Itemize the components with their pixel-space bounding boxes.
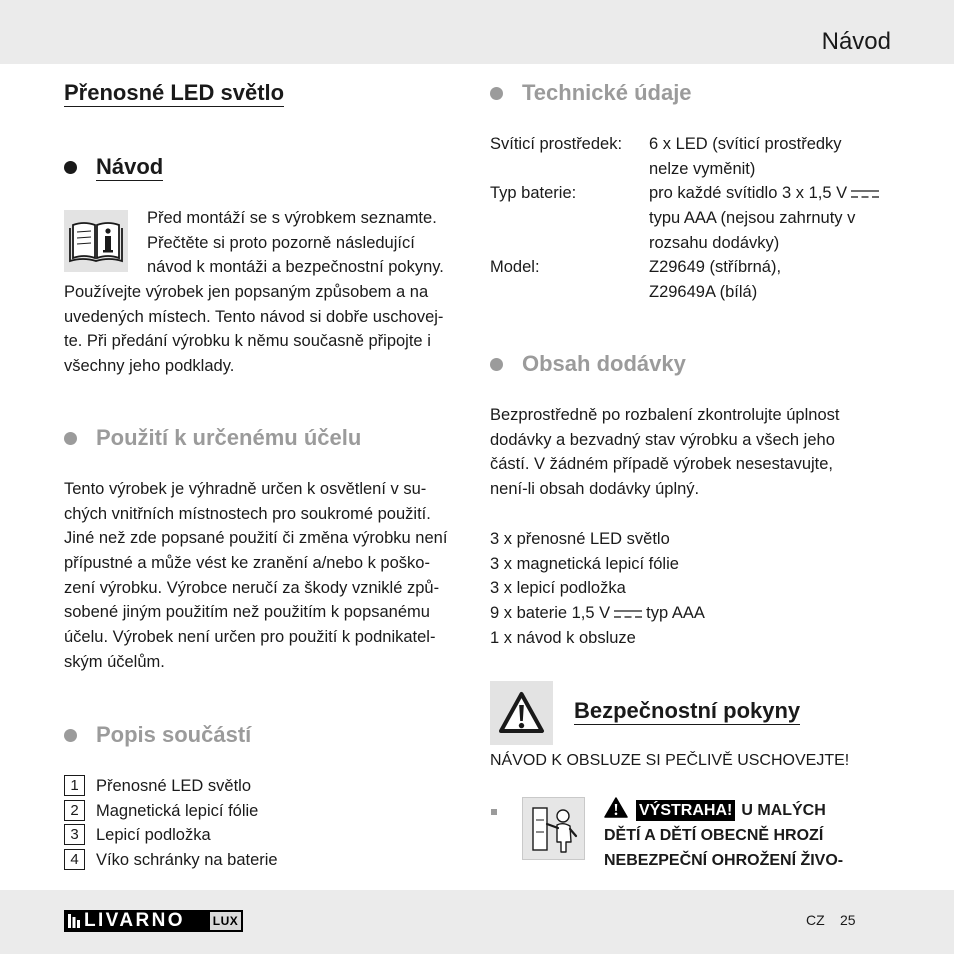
text-line: Z29649A (bílá) xyxy=(649,282,758,301)
table-row xyxy=(490,255,883,304)
text-line: nelze vyměnit) xyxy=(649,159,756,178)
part-number: 4 xyxy=(64,849,85,870)
text-line: typu AAA (nejsou zahrnuty v xyxy=(649,208,856,227)
text-fragment: 9 x baterie 1,5 V xyxy=(490,603,611,622)
page-header-title: Návod xyxy=(821,28,891,55)
section-heading-technical-data: Technické údaje xyxy=(522,80,692,105)
bullet-icon xyxy=(490,358,503,371)
warning-line: NEBEZPEČNÍ OHROŽENÍ ŽIVO- xyxy=(604,852,844,869)
instructions-paragraph xyxy=(64,206,444,379)
delivery-paragraph xyxy=(490,403,839,502)
part-label: Víko schránky na baterie xyxy=(96,850,278,869)
section-heading-intended-use: Použití k určenému účelu xyxy=(96,425,362,450)
bullet-icon xyxy=(64,432,77,445)
text-line: Používejte výrobek jen popsaným způsobem a na xyxy=(64,282,429,301)
spec-value xyxy=(649,181,883,255)
small-warning-icon xyxy=(604,797,628,818)
text-line: Z29649 (stříbrná), xyxy=(649,258,782,277)
text-line: uvedených místech. Tento návod si dobře uschovej- xyxy=(64,307,444,326)
part-number: 1 xyxy=(64,775,85,796)
table-row xyxy=(490,132,883,181)
page-number: 25 xyxy=(840,912,856,928)
spec-label: Model: xyxy=(490,258,540,277)
part-number: 3 xyxy=(64,824,85,845)
text-line: Přečtěte si proto pozorně následující xyxy=(147,233,415,252)
list-item xyxy=(64,848,364,873)
list-item: 3 x lepicí podložka xyxy=(490,579,626,598)
list-item xyxy=(64,799,364,824)
square-bullet-icon xyxy=(491,809,497,815)
warning-line: DĚTÍ A DĚTÍ OBECNĚ HROZÍ xyxy=(604,826,824,844)
text-line: návod k montáži a bezpečnostní pokyny. xyxy=(147,258,444,277)
brand-logo xyxy=(64,910,243,932)
list-item xyxy=(64,823,364,848)
product-title: Přenosné LED světlo xyxy=(64,80,285,105)
technical-data-table xyxy=(490,132,883,305)
brand-logo-main xyxy=(64,910,208,932)
text-line: účelu. Výrobek není určen pro použití k podnikatel- xyxy=(64,627,436,646)
text-line xyxy=(649,181,883,206)
warning-line xyxy=(604,797,843,823)
spec-value xyxy=(649,132,842,181)
spec-label: Svíticí prostředek: xyxy=(490,135,623,153)
section-heading-parts: Popis součástí xyxy=(96,722,252,747)
part-label: Magnetická lepicí fólie xyxy=(96,801,259,820)
child-warning xyxy=(604,797,843,874)
section-heading-instructions: Návod xyxy=(96,154,164,179)
text-line: Před montáží se s výrobkem seznamte. xyxy=(147,209,437,227)
text-fragment: typ AAA xyxy=(646,603,705,622)
language-code: CZ xyxy=(806,912,825,928)
part-label: Lepicí podložka xyxy=(96,826,211,845)
list-item: 3 x přenosné LED světlo xyxy=(490,530,670,548)
warning-triangle-icon xyxy=(490,681,553,745)
text-line: není-li obsah dodávky úplný. xyxy=(490,479,700,498)
text-line: rozsahu dodávky) xyxy=(649,233,780,252)
header-band xyxy=(0,0,954,64)
text-line: Tento výrobek je výhradně určen k osvětlení v su- xyxy=(64,480,427,498)
bullet-icon xyxy=(490,87,503,100)
warning-text: U MALÝCH xyxy=(741,802,826,819)
spec-value xyxy=(649,255,781,304)
text-line: Jiné než zde popsané použití či změna výrobku není xyxy=(64,529,448,548)
list-item xyxy=(64,774,364,799)
list-item xyxy=(490,601,705,626)
list-item: 3 x magnetická lepicí fólie xyxy=(490,554,679,573)
text-line: ským účelům. xyxy=(64,652,165,671)
brand-name: LIVARNO xyxy=(84,910,185,931)
text-line: částí. V žádném případě výrobek nesestavujte, xyxy=(490,455,834,474)
brand-mark-icon xyxy=(68,914,80,928)
dc-symbol-icon xyxy=(851,189,879,199)
text-line: dodávky a bezvadný stav výrobku a všech jeho xyxy=(490,430,835,449)
child-danger-icon xyxy=(522,797,585,860)
spec-label: Typ baterie: xyxy=(490,184,577,203)
text-line: 6 x LED (svíticí prostředky xyxy=(649,135,842,153)
dc-symbol-icon xyxy=(614,609,642,619)
table-row xyxy=(490,181,883,255)
parts-list xyxy=(64,774,364,872)
text-line: chých vnitřních místnostech pro soukromé použití. xyxy=(64,504,431,523)
text-fragment: pro každé svítidlo 3 x 1,5 V xyxy=(649,184,848,203)
text-line: sobené jiným použitím než použitím k popsanému xyxy=(64,603,430,622)
delivery-contents-list xyxy=(490,527,705,650)
text-line: zení výrobku. Výrobce neručí za škody vzniklé způ- xyxy=(64,578,440,597)
section-heading-delivery: Obsah dodávky xyxy=(522,351,686,376)
text-line: přípustné a může vést ke zranění a/nebo k poško- xyxy=(64,553,430,572)
text-line: te. Při předání výrobku k němu současně připojte i xyxy=(64,332,431,351)
keep-instructions-notice: NÁVOD K OBSLUZE SI PEČLIVĚ USCHOVEJTE! xyxy=(490,752,850,769)
intended-use-paragraph xyxy=(64,477,447,674)
text-line: všechny jeho podklady. xyxy=(64,356,235,375)
brand-suffix: LUX xyxy=(208,910,243,932)
bullet-icon xyxy=(64,729,77,742)
bullet-icon xyxy=(64,161,77,174)
warning-label: VÝSTRAHA! xyxy=(636,800,735,821)
list-item: 1 x návod k obsluze xyxy=(490,628,636,647)
section-heading-safety: Bezpečnostní pokyny xyxy=(574,698,801,723)
text-line: Bezprostředně po rozbalení zkontrolujte úplnost xyxy=(490,406,840,424)
part-number: 2 xyxy=(64,800,85,821)
part-label: Přenosné LED světlo xyxy=(96,777,252,795)
